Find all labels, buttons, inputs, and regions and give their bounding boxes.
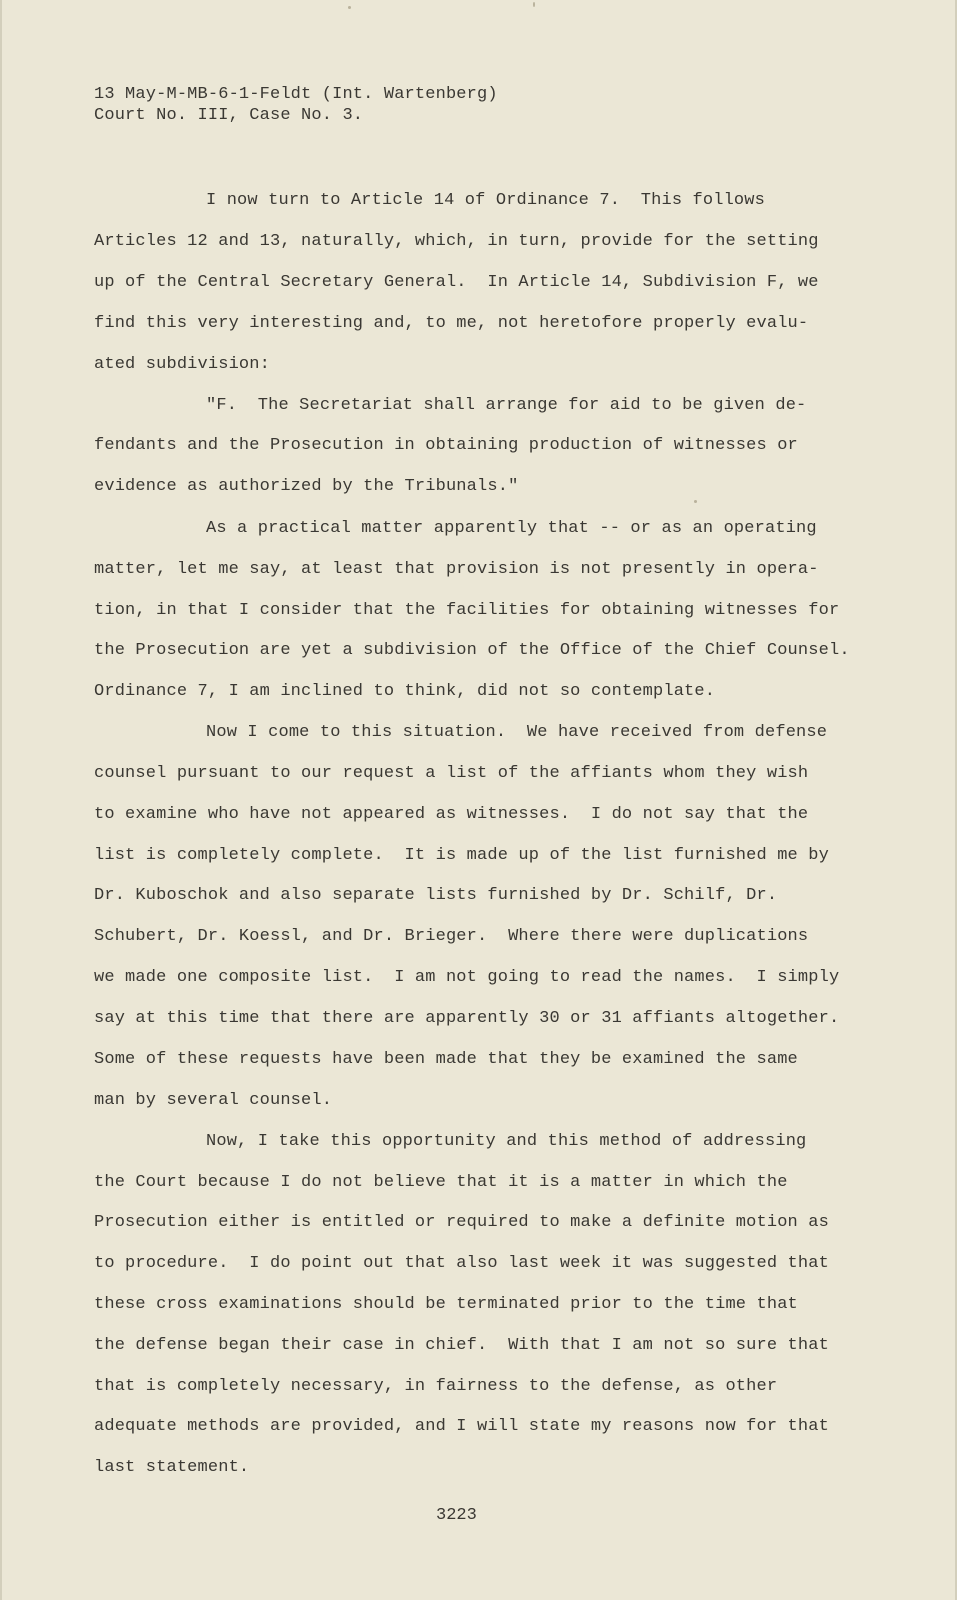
text-line: list is completely complete. It is made up of the list furnished me by (94, 846, 829, 865)
text-line: Prosecution either is entitled or required to make a definite motion as (94, 1213, 829, 1232)
text-line: the Prosecution are yet a subdivision of the Office of the Chief Counsel. (94, 641, 850, 660)
text-line: Ordinance 7, I am inclined to think, did not so contemplate. (94, 682, 716, 701)
page-number: 3223 (436, 1506, 477, 1525)
text-line: counsel pursuant to our request a list of the affiants whom they wish (94, 764, 809, 783)
text-line: Now, I take this opportunity and this method of addressing (206, 1132, 807, 1151)
paper-speck (694, 500, 697, 503)
text-line: find this very interesting and, to me, not heretofore properly evalu- (94, 314, 809, 333)
text-line: these cross examinations should be terminated prior to the time that (94, 1295, 798, 1314)
text-line: the defense began their case in chief. With that I am not so sure that (94, 1336, 829, 1355)
text-line: Schubert, Dr. Koessl, and Dr. Brieger. Where there were duplications (94, 927, 809, 946)
text-line: tion, in that I consider that the facilities for obtaining witnesses for (94, 601, 840, 620)
text-line: Dr. Kuboschok and also separate lists furnished by Dr. Schilf, Dr. (94, 886, 778, 905)
quoted-text-line: evidence as authorized by the Tribunals." (94, 477, 519, 496)
text-line: that is completely necessary, in fairness to the defense, as other (94, 1377, 778, 1396)
text-line: adequate methods are provided, and I will state my reasons now for that (94, 1417, 829, 1436)
header-session-line: 13 May-M-MB-6-1-Feldt (Int. Wartenberg) (94, 85, 498, 104)
text-line: to examine who have not appeared as witnesses. I do not say that the (94, 805, 809, 824)
text-line: Now I come to this situation. We have received from defense (206, 723, 828, 742)
text-line: matter, let me say, at least that provision is not presently in opera- (94, 560, 819, 579)
quoted-text-line: fendants and the Prosecution in obtaining production of witnesses or (94, 436, 798, 455)
text-line: As a practical matter apparently that -- or as an operating (206, 519, 817, 538)
quoted-text-line: "F. The Secretariat shall arrange for aid to be given de- (206, 396, 807, 415)
text-line: Articles 12 and 13, naturally, which, in turn, provide for the setting (94, 232, 819, 251)
paper-speck (348, 6, 351, 9)
text-line: I now turn to Article 14 of Ordinance 7. This follows (206, 191, 765, 210)
text-line: man by several counsel. (94, 1091, 333, 1110)
text-line: we made one composite list. I am not going to read the names. I simply (94, 968, 840, 987)
text-line: last statement. (94, 1458, 250, 1477)
header-court-line: Court No. III, Case No. 3. (94, 106, 364, 125)
text-line: to procedure. I do point out that also last week it was suggested that (94, 1254, 829, 1273)
text-line: up of the Central Secretary General. In Article 14, Subdivision F, we (94, 273, 819, 292)
paper-speck (533, 2, 535, 7)
text-line: the Court because I do not believe that it is a matter in which the (94, 1173, 788, 1192)
text-line: Some of these requests have been made that they be examined the same (94, 1050, 798, 1069)
page-header (94, 84, 498, 126)
text-line: ated subdivision: (94, 355, 270, 374)
text-line: say at this time that there are apparently 30 or 31 affiants altogether. (94, 1009, 840, 1028)
